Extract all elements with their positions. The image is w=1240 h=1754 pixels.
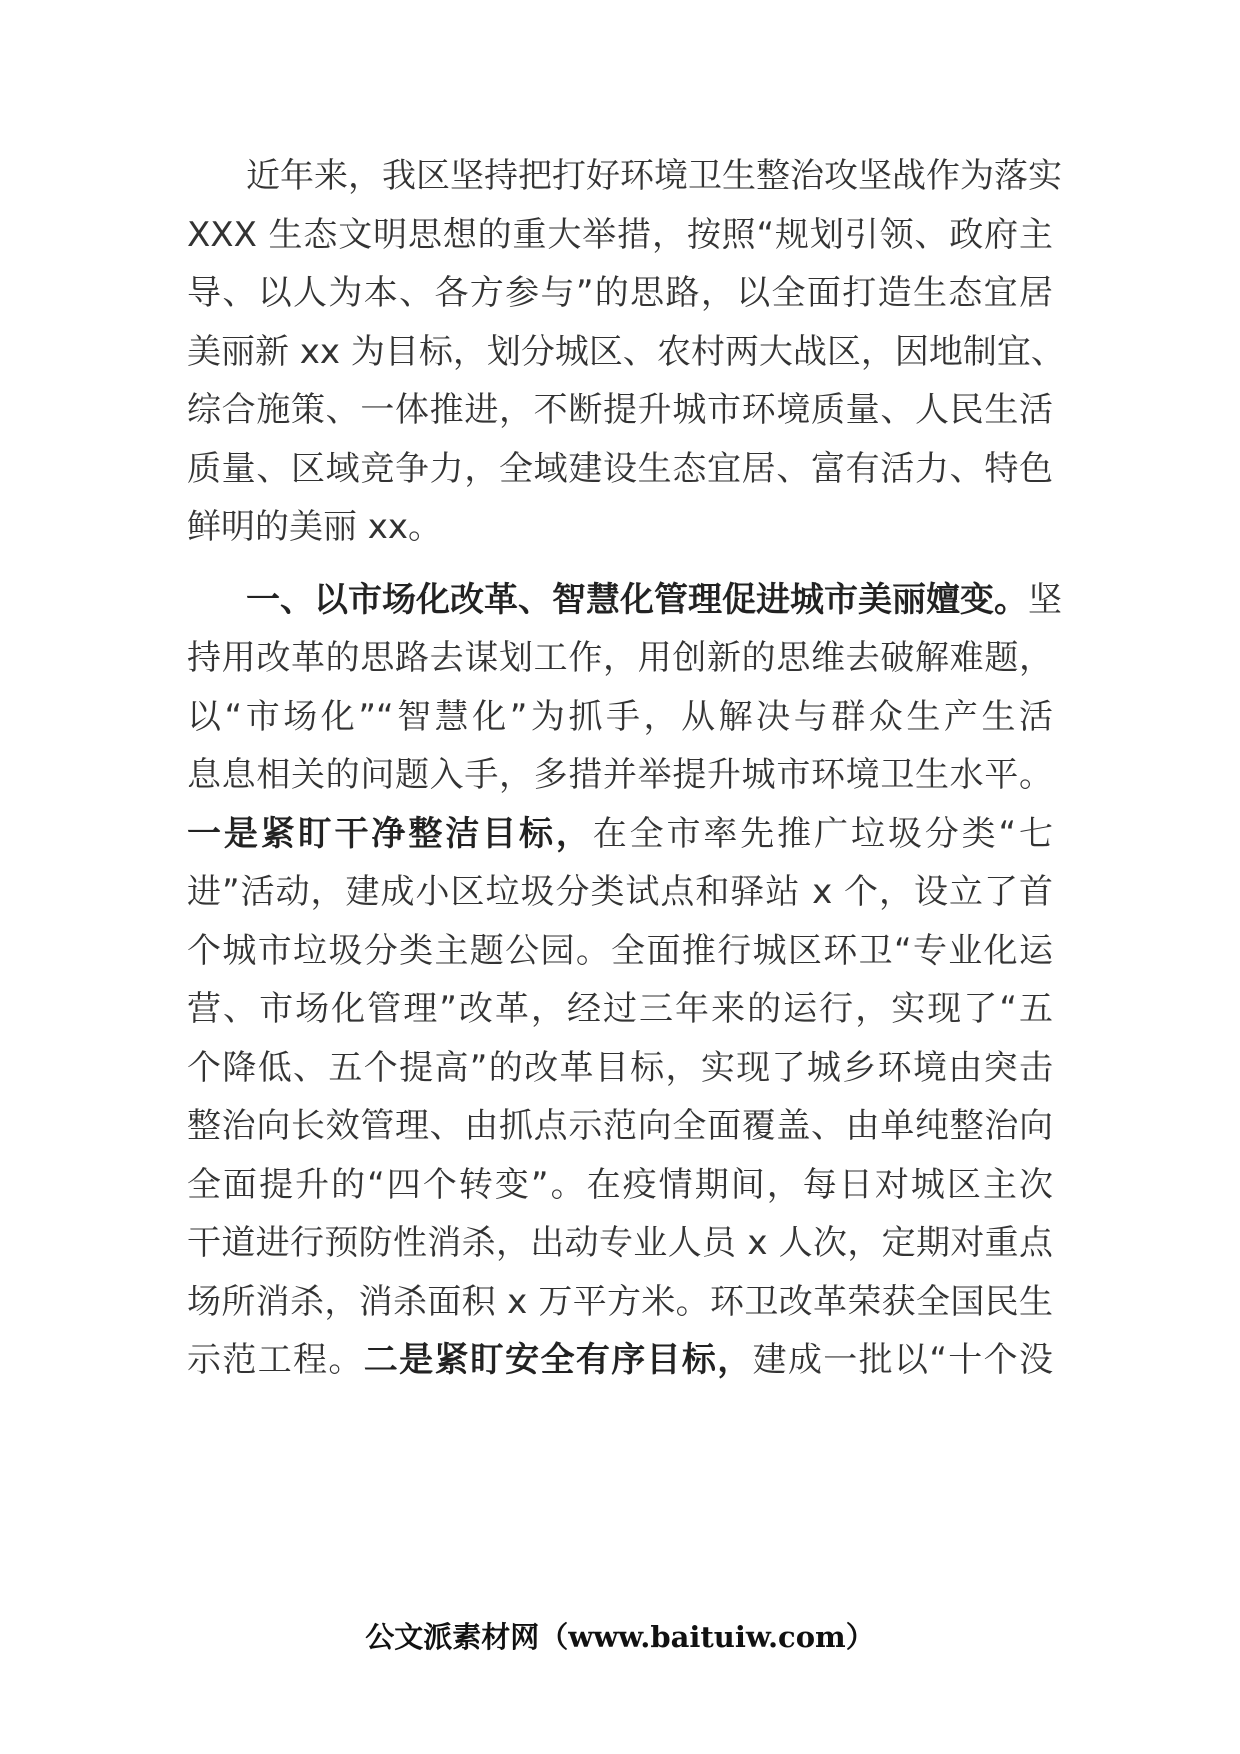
body-text-line: 场所消杀，消杀面积 x 万平方米。环卫改革荣获全国民生 xyxy=(187,1282,1053,1322)
body-text-line: 全面提升的“四个转变”。在疫情期间，每日对城区主次 xyxy=(187,1165,1053,1205)
body-text-line: 整治向长效管理、由抓点示范向全面覆盖、由单纯整治向 xyxy=(187,1106,1053,1146)
body-text-line: XXX 生态文明思想的重大举措，按照“规划引领、政府主 xyxy=(187,215,1053,255)
body-text-line: 导、以人为本、各方参与”的思路，以全面打造生态宜居 xyxy=(187,273,1053,313)
body-text-line: 鲜明的美丽 xx。 xyxy=(187,507,443,547)
footer-source: 公文派素材网（www.baituiw.com） xyxy=(365,1620,875,1654)
point-heading-line xyxy=(187,802,1053,866)
point-heading: 二是紧盯安全有序目标， xyxy=(363,1340,753,1380)
section-heading-line xyxy=(246,568,1062,632)
body-text-line: 质量、区域竞争力，全域建设生态宜居、富有活力、特色 xyxy=(187,449,1053,489)
body-text: 建成一批以“十个没 xyxy=(752,1340,1053,1380)
body-text-line: 息息相关的问题入手，多措并举提升城市环境卫生水平。 xyxy=(187,755,1053,795)
body-text-line: 营、市场化管理”改革，经过三年来的运行，实现了“五 xyxy=(187,989,1053,1029)
body-text-line: 个降低、五个提高”的改革目标，实现了城乡环境由突击 xyxy=(187,1048,1053,1088)
body-text-line: 进”活动，建成小区垃圾分类试点和驿站 x 个，设立了首 xyxy=(187,872,1053,912)
body-text: 示范工程。 xyxy=(187,1340,364,1380)
section-heading: 一、以市场化改革、智慧化管理促进城市美丽嬗变。 xyxy=(246,580,1028,620)
body-text-line: 综合施策、一体推进，不断提升城市环境质量、人民生活 xyxy=(187,390,1053,430)
point-heading-line xyxy=(187,1328,1053,1392)
body-text-line: 近年来，我区坚持把打好环境卫生整治攻坚战作为落实 xyxy=(246,156,1062,196)
body-text: 在全市率先推广垃圾分类“七 xyxy=(592,814,1053,854)
body-text-line: 以“市场化”“智慧化”为抓手，从解决与群众生产生活 xyxy=(187,697,1053,737)
body-text-line: 持用改革的思路去谋划工作，用创新的思维去破解难题， xyxy=(187,638,1053,678)
body-text: 坚 xyxy=(1028,580,1062,620)
body-text-line: 干道进行预防性消杀，出动专业人员 x 人次，定期对重点 xyxy=(187,1223,1053,1263)
body-text-line: 个城市垃圾分类主题公园。全面推行城区环卫“专业化运 xyxy=(187,931,1053,971)
body-text-line: 美丽新 xx 为目标，划分城区、农村两大战区，因地制宜、 xyxy=(187,332,1065,372)
point-heading: 一是紧盯干净整洁目标， xyxy=(187,814,593,854)
